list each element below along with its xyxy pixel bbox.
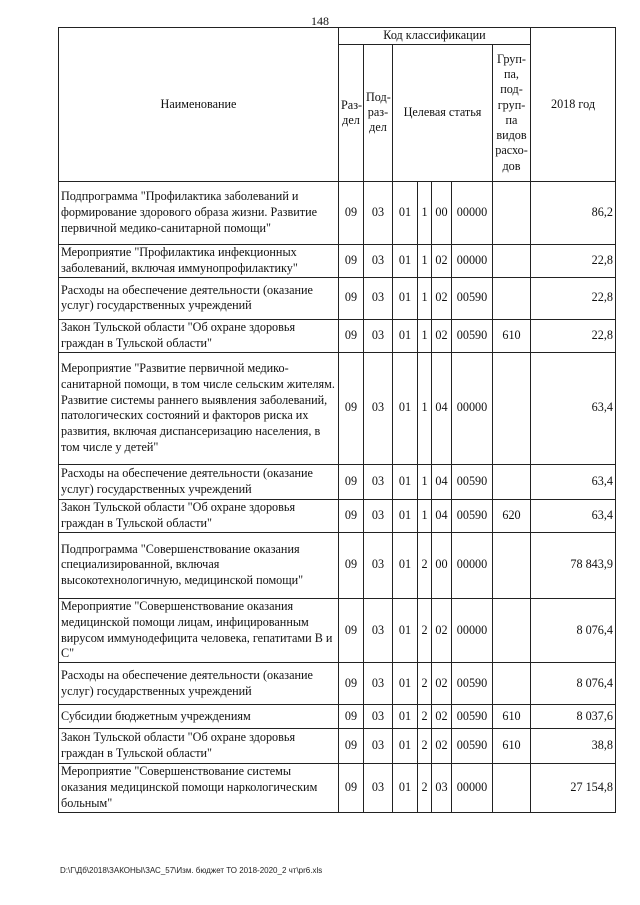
amount-cell: 86,2	[531, 181, 616, 244]
code-cell-vr	[493, 352, 531, 464]
code-cell-c3: 02	[432, 319, 452, 352]
code-cell-c4: 00590	[452, 464, 493, 499]
code-cell-c1: 01	[393, 532, 418, 598]
code-cell-pr: 03	[364, 499, 393, 532]
code-cell-pr: 03	[364, 352, 393, 464]
code-cell-pr: 03	[364, 663, 393, 705]
code-cell-c3: 02	[432, 598, 452, 662]
section-header: Раз- дел	[339, 44, 364, 181]
code-cell-c4: 00590	[452, 319, 493, 352]
table-row	[59, 352, 616, 464]
amount-cell: 8 076,4	[531, 663, 616, 705]
code-cell-c4: 00590	[452, 277, 493, 319]
table-row	[59, 705, 616, 729]
code-cell-rz: 09	[339, 352, 364, 464]
code-cell-rz: 09	[339, 464, 364, 499]
table-row	[59, 729, 616, 764]
code-cell-rz: 09	[339, 663, 364, 705]
code-cell-c3: 03	[432, 764, 452, 813]
code-cell-c4: 00000	[452, 532, 493, 598]
code-cell-c4: 00590	[452, 663, 493, 705]
code-cell-c1: 01	[393, 277, 418, 319]
code-cell-c1: 01	[393, 319, 418, 352]
code-cell-pr: 03	[364, 764, 393, 813]
code-cell-c3: 02	[432, 663, 452, 705]
row-name: Расходы на обеспечение деятельности (оказание услуг) государственных учреждений	[59, 464, 339, 499]
code-cell-vr	[493, 277, 531, 319]
code-cell-vr	[493, 663, 531, 705]
code-cell-vr: 610	[493, 705, 531, 729]
code-cell-vr	[493, 532, 531, 598]
code-cell-c1: 01	[393, 598, 418, 662]
code-cell-c3: 04	[432, 464, 452, 499]
code-cell-c1: 01	[393, 352, 418, 464]
table-row	[59, 181, 616, 244]
amount-cell: 8 037,6	[531, 705, 616, 729]
code-cell-c4: 00590	[452, 729, 493, 764]
amount-cell: 78 843,9	[531, 532, 616, 598]
code-cell-c3: 02	[432, 729, 452, 764]
code-cell-c1: 01	[393, 705, 418, 729]
code-cell-pr: 03	[364, 598, 393, 662]
code-cell-vr: 610	[493, 729, 531, 764]
code-cell-c4: 00590	[452, 499, 493, 532]
amount-cell: 22,8	[531, 319, 616, 352]
row-name: Расходы на обеспечение деятельности (оказание услуг) государственных учреждений	[59, 663, 339, 705]
amount-cell: 22,8	[531, 244, 616, 277]
code-cell-c2: 1	[418, 464, 432, 499]
budget-table	[58, 27, 616, 813]
target-article-header: Целевая статья	[393, 44, 493, 181]
code-cell-pr: 03	[364, 464, 393, 499]
amount-cell: 63,4	[531, 464, 616, 499]
code-cell-vr	[493, 598, 531, 662]
code-cell-c1: 01	[393, 181, 418, 244]
table-row	[59, 464, 616, 499]
code-cell-c3: 00	[432, 181, 452, 244]
table-header	[59, 28, 616, 182]
file-path-footer: D:\Г\Дб\2018\ЗАКОНЫ\ЗАС_57\Изм. бюджет ТО 2018-2020_2 чт\pr6.xls	[60, 866, 323, 875]
table-row	[59, 319, 616, 352]
code-cell-c1: 01	[393, 464, 418, 499]
table-row	[59, 277, 616, 319]
name-column-header: Наименование	[59, 28, 339, 182]
code-cell-rz: 09	[339, 181, 364, 244]
code-cell-c4: 00000	[452, 244, 493, 277]
code-cell-rz: 09	[339, 598, 364, 662]
row-name: Мероприятие "Совершенствование оказания медицинской помощи лицам, инфицированным вирусом иммунодефицита человека, гепатитами В и С"	[59, 598, 339, 662]
code-cell-vr: 610	[493, 319, 531, 352]
row-name: Субсидии бюджетным учреждениям	[59, 705, 339, 729]
code-cell-c4: 00000	[452, 598, 493, 662]
code-cell-rz: 09	[339, 532, 364, 598]
code-cell-c3: 04	[432, 352, 452, 464]
amount-cell: 27 154,8	[531, 764, 616, 813]
code-cell-pr: 03	[364, 705, 393, 729]
code-cell-c2: 1	[418, 244, 432, 277]
code-cell-c1: 01	[393, 244, 418, 277]
table-row	[59, 532, 616, 598]
row-name: Закон Тульской области "Об охране здоровья граждан в Тульской области"	[59, 499, 339, 532]
code-cell-vr	[493, 244, 531, 277]
code-cell-vr	[493, 764, 531, 813]
amount-cell: 8 076,4	[531, 598, 616, 662]
code-cell-rz: 09	[339, 729, 364, 764]
amount-cell: 22,8	[531, 277, 616, 319]
table-row	[59, 598, 616, 662]
code-cell-c2: 1	[418, 181, 432, 244]
code-cell-c1: 01	[393, 729, 418, 764]
code-cell-c2: 2	[418, 532, 432, 598]
row-name: Закон Тульской области "Об охране здоровья граждан в Тульской области"	[59, 319, 339, 352]
code-cell-rz: 09	[339, 705, 364, 729]
code-cell-c2: 1	[418, 277, 432, 319]
code-cell-pr: 03	[364, 532, 393, 598]
row-name: Мероприятие "Профилактика инфекционных заболеваний, включая иммунопрофилактику"	[59, 244, 339, 277]
table-row	[59, 499, 616, 532]
subsection-header: Под- раз- дел	[364, 44, 393, 181]
code-cell-c2: 1	[418, 499, 432, 532]
code-cell-c2: 2	[418, 598, 432, 662]
year-column-header: 2018 год	[531, 28, 616, 182]
code-cell-rz: 09	[339, 244, 364, 277]
code-cell-c4: 00590	[452, 705, 493, 729]
code-cell-c4: 00000	[452, 352, 493, 464]
code-cell-rz: 09	[339, 499, 364, 532]
classification-code-header: Код классификации	[339, 28, 531, 45]
code-cell-c2: 2	[418, 729, 432, 764]
code-cell-c1: 01	[393, 663, 418, 705]
code-cell-c2: 2	[418, 764, 432, 813]
row-name: Подпрограмма "Профилактика заболеваний и формирование здорового образа жизни. Развитие первичной медико-санитарной помощи"	[59, 181, 339, 244]
code-cell-c2: 2	[418, 663, 432, 705]
row-name: Закон Тульской области "Об охране здоровья граждан в Тульской области"	[59, 729, 339, 764]
code-cell-c3: 02	[432, 705, 452, 729]
page-number: 148	[311, 14, 329, 28]
row-name: Мероприятие "Развитие первичной медико-санитарной помощи, в том числе сельским жителям. Развитие системы раннего выявления заболеваний, патологических состояний и факторов риска их развития, включая диспансеризацию населения, в том числе у детей"	[59, 352, 339, 464]
code-cell-pr: 03	[364, 729, 393, 764]
amount-cell: 63,4	[531, 499, 616, 532]
code-cell-c1: 01	[393, 499, 418, 532]
code-cell-c1: 01	[393, 764, 418, 813]
table-row	[59, 244, 616, 277]
table-row	[59, 663, 616, 705]
code-cell-c3: 00	[432, 532, 452, 598]
code-cell-rz: 09	[339, 764, 364, 813]
code-cell-pr: 03	[364, 244, 393, 277]
code-cell-pr: 03	[364, 277, 393, 319]
code-cell-pr: 03	[364, 319, 393, 352]
row-name: Подпрограмма "Совершенствование оказания специализированной, включая высокотехнологичную, медицинской помощи"	[59, 532, 339, 598]
amount-cell: 63,4	[531, 352, 616, 464]
table-body	[59, 181, 616, 812]
row-name: Мероприятие "Совершенствование системы оказания медицинской помощи наркологическим больным"	[59, 764, 339, 813]
amount-cell: 38,8	[531, 729, 616, 764]
code-cell-rz: 09	[339, 277, 364, 319]
code-cell-c4: 00000	[452, 764, 493, 813]
code-cell-c2: 2	[418, 705, 432, 729]
code-cell-vr	[493, 181, 531, 244]
expense-group-header: Груп- па, под- груп- па видов расхо- дов	[493, 44, 531, 181]
table-row	[59, 764, 616, 813]
code-cell-rz: 09	[339, 319, 364, 352]
code-cell-vr: 620	[493, 499, 531, 532]
code-cell-pr: 03	[364, 181, 393, 244]
code-cell-vr	[493, 464, 531, 499]
code-cell-c3: 02	[432, 244, 452, 277]
code-cell-c3: 02	[432, 277, 452, 319]
code-cell-c4: 00000	[452, 181, 493, 244]
code-cell-c3: 04	[432, 499, 452, 532]
code-cell-c2: 1	[418, 319, 432, 352]
row-name: Расходы на обеспечение деятельности (оказание услуг) государственных учреждений	[59, 277, 339, 319]
code-cell-c2: 1	[418, 352, 432, 464]
